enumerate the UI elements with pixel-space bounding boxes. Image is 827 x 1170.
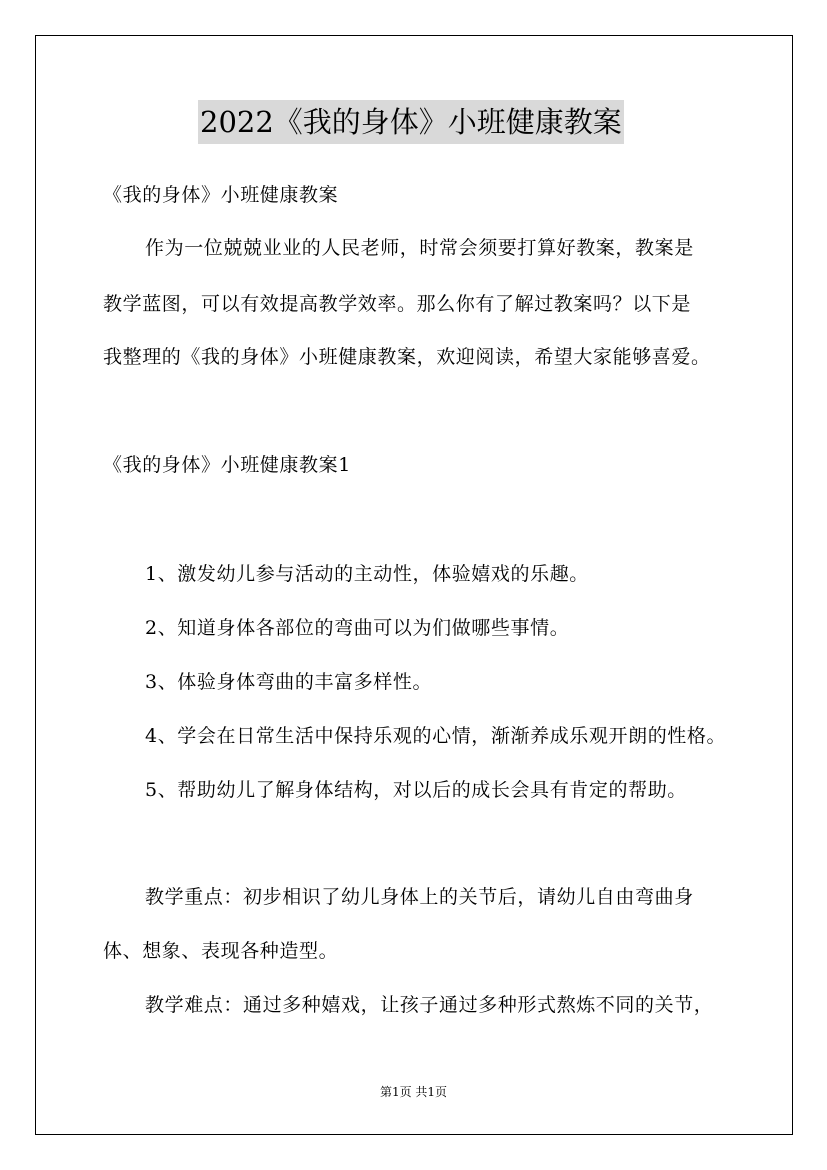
goal-item-2: 2、知道身体各部位的弯曲可以为们做哪些事情。 — [145, 617, 570, 639]
section-heading: 《我的身体》小班健康教案1 — [103, 454, 351, 476]
difficulty-line: 教学难点：通过多种嬉戏，让孩子通过多种形式熬炼不同的关节， — [145, 994, 714, 1016]
page-number: 第1页 共1页 — [379, 1085, 448, 1099]
key-points-line-2: 体、想象、表现各种造型。 — [103, 940, 339, 962]
goal-item-4: 4、学会在日常生活中保持乐观的心情，渐渐养成乐观开朗的性格。 — [145, 725, 727, 747]
document-subtitle: 《我的身体》小班健康教案 — [103, 184, 339, 206]
intro-line-3: 我整理的《我的身体》小班健康教案，欢迎阅读，希望大家能够喜爱。 — [103, 346, 711, 368]
goal-item-1: 1、激发幼儿参与活动的主动性，体验嬉戏的乐趣。 — [145, 563, 589, 585]
intro-line-2: 教学蓝图，可以有效提高教学效率。那么你有了解过教案吗？以下是 — [103, 293, 692, 315]
intro-line-1: 作为一位兢兢业业的人民老师，时常会须要打算好教案，教案是 — [145, 237, 694, 259]
goal-item-3: 3、体验身体弯曲的丰富多样性。 — [145, 671, 433, 693]
document-title: 2022《我的身体》小班健康教案 — [198, 100, 624, 144]
goal-item-5: 5、帮助幼儿了解身体结构，对以后的成长会具有肯定的帮助。 — [145, 779, 687, 801]
key-points-line-1: 教学重点：初步相识了幼儿身体上的关节后，请幼儿自由弯曲身 — [145, 886, 694, 908]
